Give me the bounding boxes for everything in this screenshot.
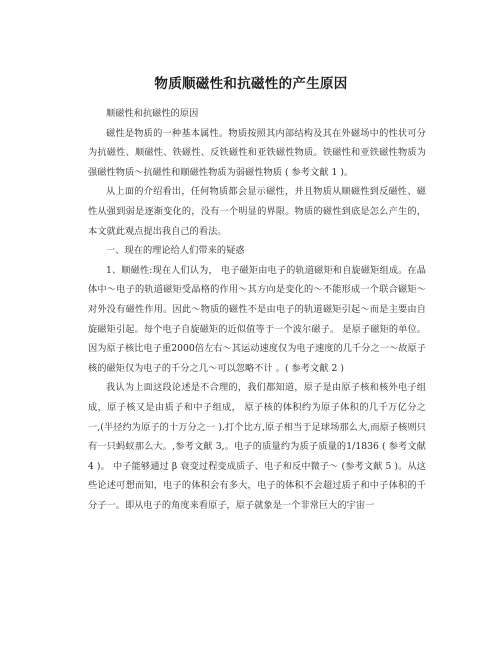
section-heading: 一、现在的理论给人们带来的疑惑 [106, 245, 245, 257]
paragraph-argument: 我认为上面这段论述是不合理的，我们都知道，原子是由原子核和核外电子组成，原子核又是由质子和中子组成， 原子核的体积约为原子体积的几千万亿分之一,(半径约为原子的十万分之一 ).打个比方,原子相当于足球场那么大,而原子核则只有一只蚂蚁那么大。,参考文献 3,。电子的质量约为质子质量的1/1836 ( 参考文献 4 )。 中子能够通过 β 衰变过程变成质子、电子和反中微子～ (参考文献 5 )。从这些论述可想而知，电子的体积会有多大，电子的体积不会超过质子和中子体积的千分子一。即从电子的角度来看原子，原子就象是一个非常巨大的宇宙一 [88, 382, 426, 511]
paragraph-intro: 磁性是物质的一种基本属性。物质按照其内部结构及其在外磁场中的性状可分为抗磁性、顺磁性、铁磁性、反铁磁性和亚铁磁性物质。铁磁性和亚铁磁性物质为强磁性物质～抗磁性和顺磁性物质为弱磁性物质 ( 参考文献 1 )。 [88, 127, 426, 178]
document-title: 物质顺磁性和抗磁性的产生原因 [154, 76, 348, 92]
paragraph-paramagnetism: 1、顺磁性:现在人们认为， 电子磁矩由电子的轨道磁矩和自旋磁矩组成。在晶体中～电子的轨道磁矩受晶格的作用～其方向是变化的～不能形成一个联合磁矩～对外没有磁性作用。因此～物质的磁性不是由电子的轨道磁矩引起～而是主要由自旋磁矩引起。每个电子自旋磁矩的近似值等于一个波尔磁子。 是原子磁矩的单位。因为原子核比电子重2000倍左右～其运动速度仅为电子速度的几千分之一～故原子核的磁矩仅为电子的千分之几～可以忽略不计 。( 参考文献 2 ) [88, 264, 426, 374]
document-body [88, 104, 426, 515]
paragraph-subtitle: 顺磁性和抗磁性的原因 [106, 108, 199, 119]
paragraph-overview: 从上面的介绍看出，任何物质都会显示磁性，并且物质从顺磁性到反磁性、磁性从强到弱是逐渐变化的，没有一个明显的界限。物质的磁性到底是怎么产生的，本文就此观点提出我自己的看法。 [88, 186, 426, 237]
